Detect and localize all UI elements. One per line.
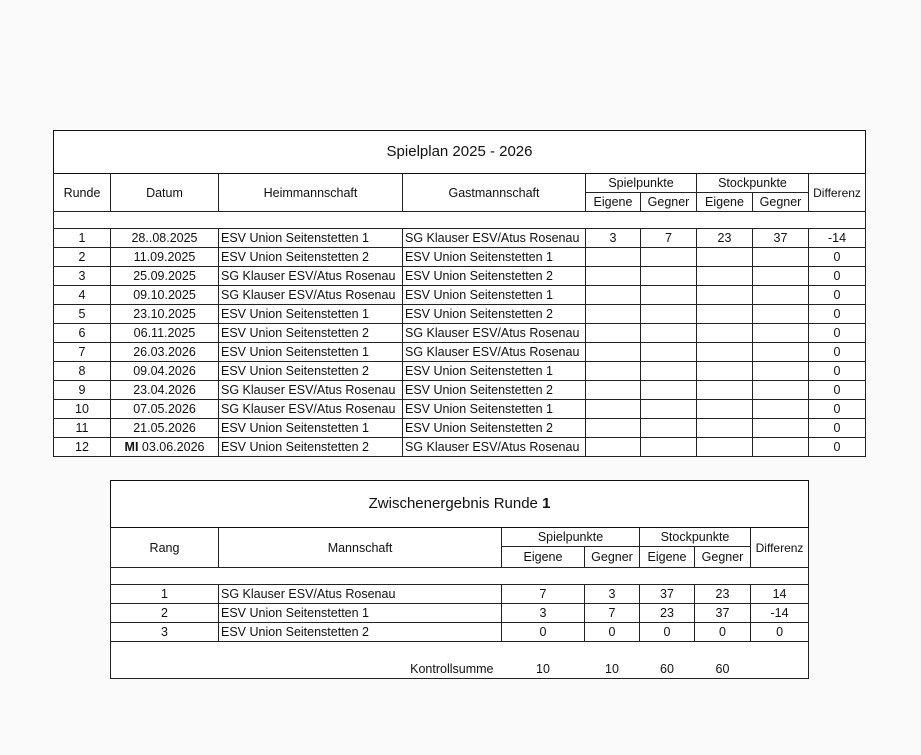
cell-sp-gegner [641, 267, 697, 286]
table-row [54, 286, 866, 305]
cell-st-eigene: 23 [640, 604, 695, 623]
cell-sp-eigene [586, 267, 641, 286]
cell-sp-gegner: 3 [585, 585, 640, 604]
cell-rang: 1 [111, 585, 219, 604]
cell-st-gegner [753, 343, 809, 362]
cell-differenz: -14 [809, 229, 866, 248]
header-st-gegner: Gegner [753, 193, 809, 212]
cell-sp-gegner [641, 343, 697, 362]
header-st-eigene: Eigene [697, 193, 753, 212]
cell-sp-eigene: 7 [502, 585, 585, 604]
header-datum: Datum [111, 174, 219, 212]
cell-sp-eigene [586, 343, 641, 362]
cell-rang: 3 [111, 623, 219, 642]
cell-differenz: 0 [809, 343, 866, 362]
cell-st-eigene: 37 [640, 585, 695, 604]
cell-datum: 07.05.2026 [111, 400, 219, 419]
cell-heimmannschaft: ESV Union Seitenstetten 1 [219, 419, 403, 438]
header-rang: Rang [111, 528, 219, 568]
table-row [54, 305, 866, 324]
spielplan-body [54, 229, 866, 457]
zwischenergebnis-table [110, 480, 809, 679]
zwischenergebnis-body [111, 585, 809, 642]
cell-st-eigene [697, 286, 753, 305]
cell-sp-gegner [641, 381, 697, 400]
kontrollsumme-empty [751, 642, 809, 679]
cell-runde: 9 [54, 381, 111, 400]
cell-st-gegner [753, 419, 809, 438]
cell-st-gegner: 0 [695, 623, 751, 642]
cell-heimmannschaft: ESV Union Seitenstetten 1 [219, 343, 403, 362]
cell-sp-eigene [586, 324, 641, 343]
header-stockpunkte: Stockpunkte [697, 174, 809, 193]
cell-st-eigene [697, 362, 753, 381]
cell-gastmannschaft: ESV Union Seitenstetten 1 [403, 248, 586, 267]
cell-runde: 2 [54, 248, 111, 267]
kontrollsumme-label: Kontrollsumme [111, 642, 502, 679]
cell-differenz: 0 [809, 438, 866, 457]
cell-sp-gegner [641, 305, 697, 324]
cell-st-eigene [697, 324, 753, 343]
cell-datum: 06.11.2025 [111, 324, 219, 343]
cell-datum: 09.10.2025 [111, 286, 219, 305]
table-row [54, 343, 866, 362]
cell-st-gegner [753, 381, 809, 400]
cell-mannschaft: ESV Union Seitenstetten 1 [219, 604, 502, 623]
header-z-st-gegner: Gegner [695, 547, 751, 568]
cell-gastmannschaft: ESV Union Seitenstetten 2 [403, 381, 586, 400]
cell-st-eigene [697, 248, 753, 267]
cell-gastmannschaft: ESV Union Seitenstetten 1 [403, 362, 586, 381]
cell-sp-gegner [641, 400, 697, 419]
cell-datum [111, 438, 219, 457]
cell-differenz: 0 [809, 248, 866, 267]
cell-differenz: 0 [809, 419, 866, 438]
cell-datum: 09.04.2026 [111, 362, 219, 381]
cell-sp-gegner: 0 [585, 623, 640, 642]
cell-st-eigene [697, 381, 753, 400]
cell-st-gegner: 37 [753, 229, 809, 248]
cell-sp-gegner: 7 [641, 229, 697, 248]
cell-heimmannschaft: ESV Union Seitenstetten 2 [219, 248, 403, 267]
table-row [111, 585, 809, 604]
cell-st-eigene: 23 [697, 229, 753, 248]
cell-runde: 10 [54, 400, 111, 419]
cell-sp-gegner [641, 419, 697, 438]
spielplan-title: Spielplan 2025 - 2026 [54, 131, 866, 174]
cell-differenz: 0 [751, 623, 809, 642]
cell-gastmannschaft: ESV Union Seitenstetten 2 [403, 419, 586, 438]
table-row [111, 623, 809, 642]
header-z-spielpunkte: Spielpunkte [502, 528, 640, 547]
cell-heimmannschaft: SG Klauser ESV/Atus Rosenau [219, 381, 403, 400]
cell-st-eigene [697, 343, 753, 362]
cell-runde: 5 [54, 305, 111, 324]
cell-sp-gegner [641, 362, 697, 381]
cell-sp-eigene [586, 248, 641, 267]
table-row [54, 419, 866, 438]
kontrollsumme-sp-gegner: 10 [585, 642, 640, 679]
table-row [54, 267, 866, 286]
cell-sp-eigene [586, 286, 641, 305]
cell-differenz: 0 [809, 324, 866, 343]
cell-runde: 3 [54, 267, 111, 286]
cell-sp-eigene: 0 [502, 623, 585, 642]
zwischenergebnis-title-text: Zwischenergebnis Runde [368, 495, 538, 512]
cell-differenz: 0 [809, 286, 866, 305]
cell-runde: 7 [54, 343, 111, 362]
spacer-row [54, 212, 866, 229]
spielplan-table [53, 130, 866, 457]
header-z-stockpunkte: Stockpunkte [640, 528, 751, 547]
table-row [54, 362, 866, 381]
cell-gastmannschaft: SG Klauser ESV/Atus Rosenau [403, 438, 586, 457]
cell-datum: 21.05.2026 [111, 419, 219, 438]
cell-heimmannschaft: ESV Union Seitenstetten 1 [219, 229, 403, 248]
cell-mannschaft: SG Klauser ESV/Atus Rosenau [219, 585, 502, 604]
cell-sp-eigene [586, 419, 641, 438]
cell-differenz: 0 [809, 267, 866, 286]
cell-st-eigene: 0 [640, 623, 695, 642]
cell-st-eigene [697, 267, 753, 286]
date-text: 03.06.2026 [141, 440, 205, 454]
cell-st-gegner [753, 248, 809, 267]
cell-differenz: 0 [809, 305, 866, 324]
table-row [54, 438, 866, 457]
header-z-sp-gegner: Gegner [585, 547, 640, 568]
cell-st-gegner [753, 286, 809, 305]
cell-heimmannschaft: SG Klauser ESV/Atus Rosenau [219, 267, 403, 286]
cell-st-gegner [753, 438, 809, 457]
cell-st-gegner [753, 362, 809, 381]
cell-heimmannschaft: SG Klauser ESV/Atus Rosenau [219, 286, 403, 305]
header-spielpunkte: Spielpunkte [586, 174, 697, 193]
cell-runde: 4 [54, 286, 111, 305]
cell-datum: 28..08.2025 [111, 229, 219, 248]
cell-mannschaft: ESV Union Seitenstetten 2 [219, 623, 502, 642]
header-sp-gegner: Gegner [641, 193, 697, 212]
header-heimmannschaft: Heimmannschaft [219, 174, 403, 212]
header-sp-eigene: Eigene [586, 193, 641, 212]
cell-differenz: 0 [809, 362, 866, 381]
header-mannschaft: Mannschaft [219, 528, 502, 568]
kontrollsumme-row [111, 642, 809, 679]
cell-datum: 11.09.2025 [111, 248, 219, 267]
cell-st-eigene [697, 419, 753, 438]
cell-datum: 25.09.2025 [111, 267, 219, 286]
cell-sp-eigene [586, 438, 641, 457]
header-differenz: Differenz [809, 174, 866, 212]
cell-gastmannschaft: ESV Union Seitenstetten 2 [403, 267, 586, 286]
cell-differenz: 0 [809, 400, 866, 419]
cell-differenz: 14 [751, 585, 809, 604]
spielplan-sheet [53, 130, 866, 457]
cell-runde: 12 [54, 438, 111, 457]
cell-gastmannschaft: SG Klauser ESV/Atus Rosenau [403, 343, 586, 362]
cell-st-eigene [697, 438, 753, 457]
cell-sp-eigene: 3 [502, 604, 585, 623]
cell-st-gegner [753, 324, 809, 343]
cell-datum: 23.10.2025 [111, 305, 219, 324]
cell-gastmannschaft: ESV Union Seitenstetten 1 [403, 286, 586, 305]
kontrollsumme-sp-eigene: 10 [502, 642, 585, 679]
cell-runde: 8 [54, 362, 111, 381]
cell-sp-gegner: 7 [585, 604, 640, 623]
cell-sp-eigene [586, 305, 641, 324]
table-row [111, 604, 809, 623]
table-row [54, 248, 866, 267]
cell-differenz: 0 [809, 381, 866, 400]
cell-heimmannschaft: ESV Union Seitenstetten 2 [219, 362, 403, 381]
cell-gastmannschaft: ESV Union Seitenstetten 1 [403, 400, 586, 419]
zwischenergebnis-round: 1 [542, 495, 551, 512]
cell-rang: 2 [111, 604, 219, 623]
cell-st-gegner: 37 [695, 604, 751, 623]
cell-sp-gegner [641, 248, 697, 267]
cell-runde: 11 [54, 419, 111, 438]
cell-st-gegner [753, 305, 809, 324]
header-runde: Runde [54, 174, 111, 212]
cell-datum: 26.03.2026 [111, 343, 219, 362]
cell-st-eigene [697, 400, 753, 419]
header-z-sp-eigene: Eigene [502, 547, 585, 568]
kontrollsumme-st-gegner: 60 [695, 642, 751, 679]
header-z-st-eigene: Eigene [640, 547, 695, 568]
cell-sp-eigene [586, 362, 641, 381]
header-gastmannschaft: Gastmannschaft [403, 174, 586, 212]
cell-sp-eigene [586, 400, 641, 419]
weekday-prefix: MI [124, 440, 139, 454]
cell-st-gegner [753, 267, 809, 286]
table-row [54, 381, 866, 400]
cell-st-eigene [697, 305, 753, 324]
table-row [54, 229, 866, 248]
cell-sp-gegner [641, 286, 697, 305]
cell-gastmannschaft: SG Klauser ESV/Atus Rosenau [403, 324, 586, 343]
header-z-differenz: Differenz [751, 528, 809, 568]
table-row [54, 400, 866, 419]
cell-sp-gegner [641, 324, 697, 343]
cell-gastmannschaft: ESV Union Seitenstetten 2 [403, 305, 586, 324]
cell-heimmannschaft: ESV Union Seitenstetten 2 [219, 324, 403, 343]
kontrollsumme-st-eigene: 60 [640, 642, 695, 679]
cell-heimmannschaft: SG Klauser ESV/Atus Rosenau [219, 400, 403, 419]
cell-differenz: -14 [751, 604, 809, 623]
spacer-row [111, 568, 809, 585]
table-row [54, 324, 866, 343]
cell-runde: 6 [54, 324, 111, 343]
cell-heimmannschaft: ESV Union Seitenstetten 2 [219, 438, 403, 457]
cell-runde: 1 [54, 229, 111, 248]
cell-datum: 23.04.2026 [111, 381, 219, 400]
zwischenergebnis-sheet [110, 480, 809, 679]
cell-heimmannschaft: ESV Union Seitenstetten 1 [219, 305, 403, 324]
cell-sp-eigene [586, 381, 641, 400]
cell-gastmannschaft: SG Klauser ESV/Atus Rosenau [403, 229, 586, 248]
cell-sp-eigene: 3 [586, 229, 641, 248]
cell-st-gegner: 23 [695, 585, 751, 604]
cell-st-gegner [753, 400, 809, 419]
cell-sp-gegner [641, 438, 697, 457]
zwischenergebnis-title [111, 481, 809, 528]
